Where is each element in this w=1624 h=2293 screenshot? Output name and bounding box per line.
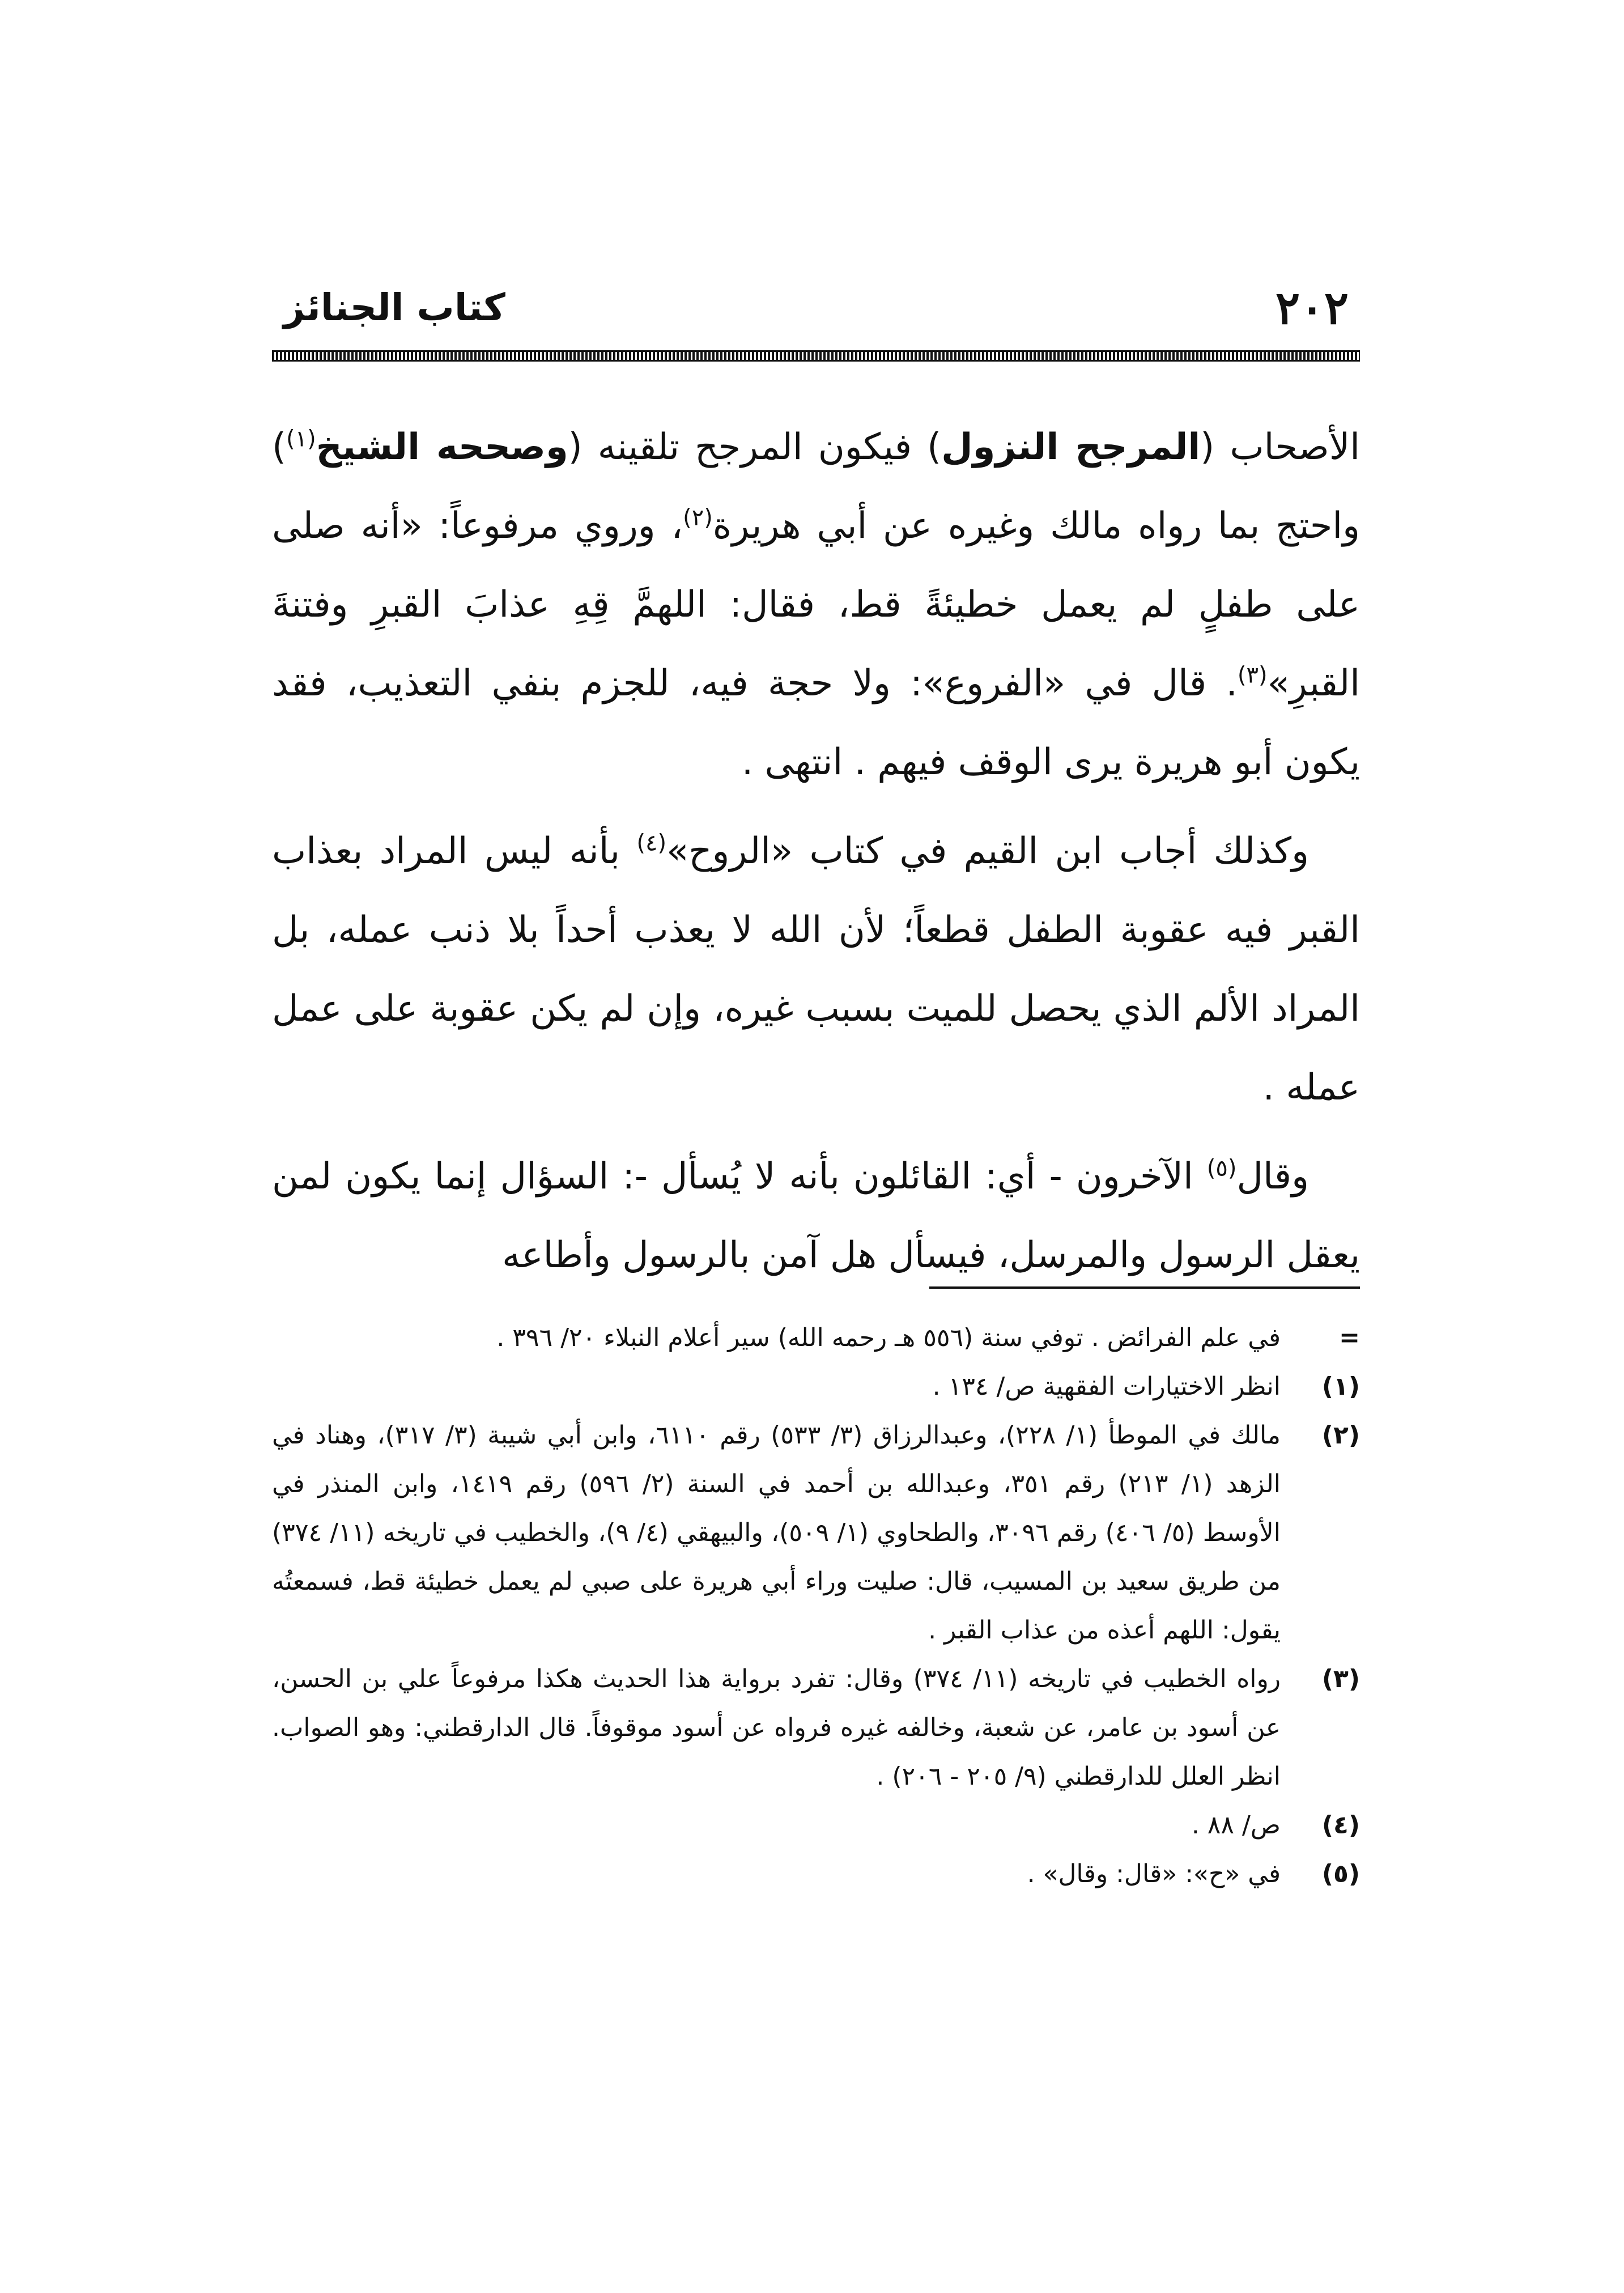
footnote-2 — [272, 1411, 1360, 1655]
footnote-marker: (٥) — [1321, 1859, 1360, 1888]
text-span: . قال في «الفروع»: ولا حجة فيه، للجزم بنفي التعذيب، فقد يكون أبو هريرة يرى الوقف فيهم . انتهى . — [272, 663, 1360, 783]
bold-phrase: وصححه الشيخ — [316, 426, 568, 468]
text-span: بأنه ليس المراد بعذاب القبر فيه عقوبة الطفل قطعاً؛ لأن الله لا يعذب أحداً بلا ذنب عمله، بل المراد الألم الذي يحصل للميت بسبب غيره، وإن لم يكن عقوبة على عمل عمله . — [272, 830, 1360, 1109]
footnote-text: انظر الاختيارات الفقهية ص/ ١٣٤ . — [932, 1372, 1281, 1401]
footnote-text: في «ح»: «قال: وقال» . — [1027, 1859, 1281, 1888]
paragraph-2 — [272, 812, 1360, 1127]
footnote-ref-2: (٢) — [683, 504, 713, 531]
footnote-text: مالك في الموطأ (١/ ٢٢٨)، وعبدالرزاق (٣/ ٥٣٣) رقم ٦١١٠، وابن أبي شيبة (٣/ ٣١٧)، وهناد في الزهد (١/ ٢١٣) رقم ٣٥١، وعبدالله بن أحمد في السنة (٢/ ٥٩٦) رقم ١٤١٩، وابن المنذر في الأوسط (٥/ ٤٠٦) رقم ٣٠٩٦، والطحاوي (١/ ٥٠٩)، والبيهقي (٤/ ٩)، والخطيب في تاريخه (١١/ ٣٧٤) من طريق سعيد بن المسيب، قال: صليت وراء أبي هريرة على صبي لم يعمل خطيئة قط، فسمعتُه يقول: اللهم أعذه من عذاب القبر . — [272, 1421, 1281, 1645]
footnote-text: في علم الفرائض . توفي سنة (٥٥٦ هـ رحمه الله) سير أعلام النبلاء ٢٠/ ٣٩٦ . — [496, 1323, 1281, 1352]
page-number: ٢٠٢ — [1276, 281, 1349, 334]
footnote-ref-3: (٣) — [1237, 662, 1268, 689]
footnote-marker: = — [1339, 1323, 1360, 1352]
footnote-ref-4: (٤) — [636, 830, 667, 856]
footnote-text: رواه الخطيب في تاريخه (١١/ ٣٧٤) وقال: تفرد برواية هذا الحديث هكذا مرفوعاً علي بن الحسن، عن أسود بن عامر، عن شعبة، وخالفه غيره فرواه عن أسود موقوفاً. قال الدارقطني: وهو الصواب. انظر العلل للدارقطني (٩/ ٢٠٥ - ٢٠٦) . — [272, 1664, 1281, 1791]
footnote-separator — [929, 1286, 1360, 1289]
text-span: ) واحتج بما رواه مالك وغيره عن أبي هريرة — [272, 426, 1360, 547]
footnote-5 — [272, 1850, 1360, 1899]
paragraph-3 — [272, 1137, 1360, 1295]
paragraph-1 — [272, 408, 1360, 802]
running-title: كتاب الجنائز — [283, 286, 505, 329]
footnote-3 — [272, 1655, 1360, 1801]
footnote-marker: (١) — [1321, 1372, 1360, 1401]
text-span: وقال — [1236, 1156, 1309, 1198]
footnote-ref-5: (٥) — [1206, 1155, 1237, 1182]
text-span: وكذلك أجاب ابن القيم في كتاب «الروح» — [666, 830, 1310, 872]
main-text — [272, 408, 1360, 1305]
text-span: ، وروي مرفوعاً: «أنه صلى على طفلٍ لم يعمل خطيئةً قط، فقال: اللهمَّ قِهِ عذابَ القبرِ وفتنةَ القبرِ» — [272, 505, 1360, 704]
bold-phrase: المرجح النزول — [941, 426, 1201, 468]
header-rule — [272, 350, 1360, 362]
footnote-continuation — [272, 1314, 1360, 1362]
footnote-text: ص/ ٨٨ . — [1191, 1811, 1281, 1840]
text-span: الآخرون - أي: القائلون بأنه لا يُسأل -: السؤال إنما يكون لمن يعقل الرسول والمرسل، فيسأل هل آمن بالرسول وأطاعه — [272, 1156, 1360, 1276]
footnote-marker: (٢) — [1321, 1421, 1360, 1450]
footnote-4 — [272, 1801, 1360, 1850]
footnote-marker: (٣) — [1321, 1664, 1360, 1693]
footnote-ref-1: (١) — [286, 426, 316, 452]
footnote-marker: (٤) — [1321, 1811, 1360, 1840]
text-span: ) فيكون المرجح تلقينه ( — [568, 426, 942, 468]
footnotes — [272, 1314, 1360, 1899]
page-header — [272, 277, 1360, 345]
footnote-1 — [272, 1362, 1360, 1411]
text-span: الأصحاب ( — [1200, 426, 1361, 468]
